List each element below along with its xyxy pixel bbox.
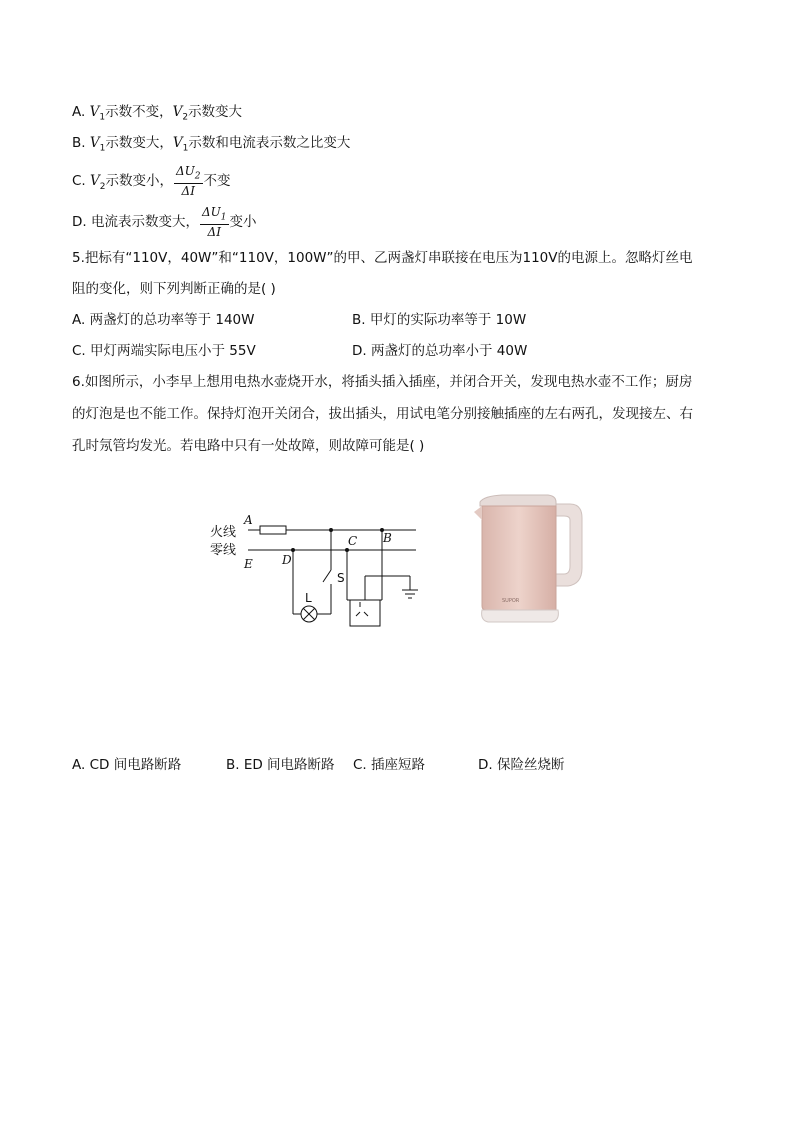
junction-dot xyxy=(291,548,295,552)
circuit-diagram xyxy=(200,510,430,640)
q5-stem-line-2: 阻的变化，则下列判断正确的是( ) xyxy=(72,281,276,297)
delta-u2-over-delta-i: $\frac{\Delta U_2}{\Delta I}$ xyxy=(176,164,201,199)
q5-stem-line-1: 5.把标有“110V，40W”和“110V，100W”的甲、乙两盏灯串联接在电压为110V的电源上。忽略灯丝电 xyxy=(72,250,693,266)
q4-option-d: D. 电流表示数变大， $\frac{\Delta U_1}{\Delta I}$ 变小 xyxy=(72,205,257,240)
q6-option-c: C. 插座短路 xyxy=(353,757,426,773)
socket-pin-right xyxy=(364,612,368,616)
junction-dot xyxy=(329,528,333,532)
kettle-spout xyxy=(474,506,482,520)
q5-option-b: B. 甲灯的实际功率等于 10W xyxy=(352,312,527,328)
lamp-label: L xyxy=(305,591,312,605)
point-d-label: D xyxy=(282,553,292,567)
switch-blade xyxy=(323,570,331,582)
q4-option-a: A. $V_1$示数不变，$V_2$示数变大 xyxy=(72,104,243,123)
junction-dot xyxy=(380,528,384,532)
q6-option-a: A. CD 间电路断路 xyxy=(72,757,182,773)
point-e-label: E xyxy=(244,557,253,571)
q4-option-b: B. $V_1$示数变大，$V_1$示数和电流表示数之比变大 xyxy=(72,135,351,154)
kettle-brand-logo: SUPOR xyxy=(502,598,520,604)
point-a-label: A xyxy=(244,513,253,527)
point-c-label: C xyxy=(348,534,358,548)
junction-dot xyxy=(345,548,349,552)
kettle-lid xyxy=(480,495,556,506)
q5-option-d: D. 两盏灯的总功率小于 40W xyxy=(352,343,528,359)
kettle-body xyxy=(482,506,556,610)
q6-stem-line-3: 孔时氖管均发光。若电路中只有一处故障，则故障可能是( ) xyxy=(72,438,425,454)
q6-stem-line-1: 6.如图所示，小李早上想用电热水壶烧开水，将插头插入插座，并闭合开关，发现电热水壶不工作；厨房 xyxy=(72,374,693,390)
q4-option-c: C. $V_2$示数变小， $\frac{\Delta U_2}{\Delta I}$ 不变 xyxy=(72,164,231,199)
neutral-wire-label: 零线 xyxy=(210,543,237,558)
q5-option-c: C. 甲灯两端实际电压小于 55V xyxy=(72,343,256,359)
kettle-base xyxy=(482,610,559,622)
point-b-label: B xyxy=(383,531,392,545)
q5-option-a: A. 两盏灯的总功率等于 140W xyxy=(72,312,255,328)
q6-option-d: D. 保险丝烧断 xyxy=(478,757,565,773)
delta-u1-over-delta-i: $\frac{\Delta U_1}{\Delta I}$ xyxy=(201,205,227,240)
switch-label: S xyxy=(337,571,345,585)
socket-pin-left xyxy=(356,612,360,616)
fuse xyxy=(260,526,286,534)
electric-kettle-image xyxy=(472,490,592,630)
q6-option-b: B. ED 间电路断路 xyxy=(226,757,335,773)
q6-stem-line-2: 的灯泡是也不能工作。保持灯泡开关闭合，拔出插头，用试电笔分别接触插座的左右两孔，发现接左、右 xyxy=(72,406,693,422)
live-wire-label: 火线 xyxy=(210,525,237,540)
